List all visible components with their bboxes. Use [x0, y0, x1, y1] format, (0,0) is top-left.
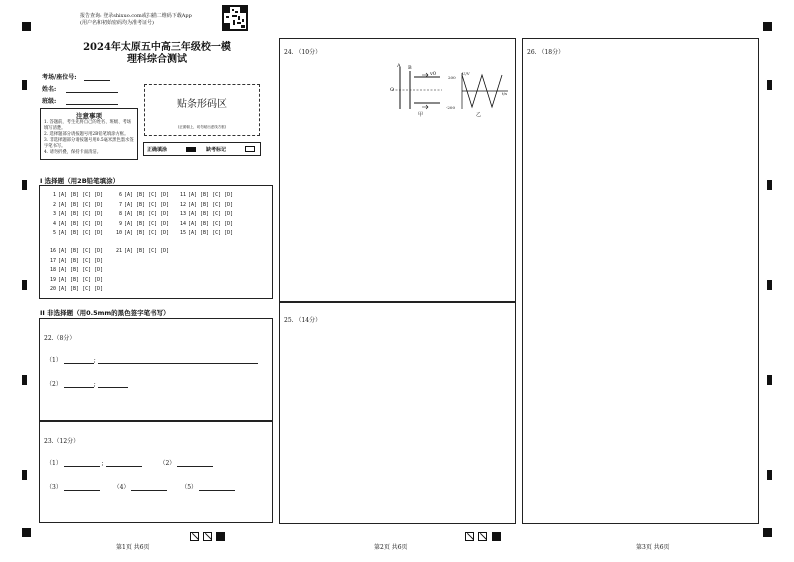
q23-part2-label: （2）	[159, 460, 176, 467]
timing-mark	[22, 180, 27, 190]
exam-title: 2024年太原五中高三年级校一模	[83, 42, 231, 53]
q23-answer3[interactable]	[64, 483, 100, 491]
answer-options[interactable]: [A] [B] [C] [D]	[58, 192, 104, 198]
q22-answer2b[interactable]	[98, 380, 128, 388]
timing-mark	[767, 180, 772, 190]
label-o: O	[390, 87, 395, 93]
section1-title: I 选择题（用2B铅笔填涂）	[40, 177, 120, 185]
answer-options[interactable]: [A] [B] [C] [D]	[124, 211, 170, 217]
label-a: A	[397, 63, 401, 69]
question-number: 21	[115, 248, 122, 254]
q22-label: 22.（8分）	[44, 335, 76, 342]
answer-options[interactable]: [A] [B] [C] [D]	[58, 257, 104, 264]
question-number: 11	[179, 192, 186, 198]
question-number: 16	[49, 248, 56, 254]
question-number: 3	[52, 211, 56, 217]
answer-options[interactable]: [A] [B] [C] [D]	[124, 201, 170, 208]
question-number: 1	[52, 192, 56, 198]
timing-mark	[763, 22, 772, 31]
page-marker	[478, 532, 487, 541]
answer-options[interactable]: [A] [B] [C] [D]	[188, 220, 234, 227]
question-number: 14	[179, 220, 186, 227]
q22-part2-label: （2）	[46, 381, 62, 388]
answer-options[interactable]: [A] [B] [C] [D]	[58, 201, 104, 208]
class-input[interactable]	[66, 97, 118, 105]
barcode-area	[144, 84, 260, 136]
choice-row[interactable]	[176, 221, 233, 227]
choice-row[interactable]	[46, 277, 103, 283]
timing-mark	[22, 470, 27, 480]
footer-page2: 第2页 共6页	[374, 544, 408, 551]
choice-row[interactable]	[176, 202, 233, 208]
answer-options[interactable]: [A] [B] [C] [D]	[58, 230, 104, 236]
q26-box[interactable]	[522, 38, 759, 524]
axis-t-label: t/s	[502, 91, 508, 96]
absent-label: 缺考标记	[206, 147, 227, 153]
question-number: 18	[49, 267, 56, 273]
q23-answer5[interactable]	[199, 483, 235, 491]
notes-item-4: 4. 请勿折叠，保持卡面清洁。	[44, 150, 102, 155]
fig-jia-label: 甲	[418, 112, 424, 118]
answer-options[interactable]: [A] [B] [C] [D]	[58, 267, 104, 273]
question-number: 17	[49, 257, 56, 264]
q22-answer1b[interactable]	[98, 356, 258, 364]
room-seat-label: 考场/座位号:	[42, 74, 77, 81]
choice-row[interactable]	[176, 192, 233, 198]
footer-page1: 第1页 共6页	[116, 544, 150, 551]
timing-mark	[767, 80, 772, 90]
name-input[interactable]	[66, 85, 118, 93]
name-field[interactable]	[42, 84, 118, 93]
question-number: 19	[49, 276, 56, 283]
answer-options[interactable]: [A] [B] [C] [D]	[124, 192, 170, 198]
q23-part5-label: （5）	[181, 484, 198, 491]
timing-mark	[767, 280, 772, 290]
timing-mark	[22, 528, 31, 537]
choice-row[interactable]	[112, 211, 169, 217]
q23-row2	[46, 482, 235, 491]
barcode-title: 贴条形码区	[177, 99, 227, 110]
q22-answer2a[interactable]	[64, 380, 94, 388]
timing-mark	[767, 375, 772, 385]
answer-options[interactable]: [A] [B] [C] [D]	[124, 248, 170, 254]
section2-title: II 非选择题（用0.5mm的黑色签字笔书写）	[40, 309, 170, 317]
choice-row[interactable]	[112, 230, 169, 236]
fill-example	[143, 142, 261, 156]
choice-grid	[39, 185, 273, 299]
notes-item-2: 2. 选择题部分请按题号用2B铅笔填涂方框。	[44, 132, 129, 137]
page-marker	[203, 532, 212, 541]
question-number: 8	[118, 211, 122, 217]
q23-label: 23.（12分）	[44, 438, 80, 445]
page-marker	[216, 532, 225, 541]
question-number: 2	[52, 201, 56, 208]
page-marker	[190, 532, 199, 541]
choice-row[interactable]	[112, 221, 169, 227]
value-neg-200: -200	[446, 105, 455, 110]
page-marker	[492, 532, 501, 541]
question-number: 15	[179, 230, 186, 236]
label-v0: v0	[430, 71, 437, 77]
notes-box	[40, 108, 138, 160]
answer-options[interactable]: [A] [B] [C] [D]	[124, 220, 170, 227]
q23-part3-label: （3）	[46, 484, 62, 491]
q22-part1-label: （1）	[46, 357, 62, 364]
notice-line2: (用户名和初始密码均为准考证号)	[80, 20, 154, 26]
choice-row[interactable]	[46, 230, 103, 236]
answer-options[interactable]: [A] [B] [C] [D]	[188, 230, 234, 236]
room-seat-field[interactable]	[42, 72, 110, 81]
timing-mark	[22, 375, 27, 385]
choice-row[interactable]	[46, 202, 103, 208]
class-label: 班级:	[42, 98, 57, 105]
answer-options[interactable]: [A] [B] [C] [D]	[58, 220, 104, 227]
room-seat-input[interactable]	[84, 73, 110, 81]
answer-options[interactable]: [A] [B] [C] [D]	[58, 211, 104, 217]
choice-row[interactable]	[46, 211, 103, 217]
q23-box	[39, 421, 273, 523]
question-number: 13	[179, 211, 186, 217]
choice-row[interactable]	[46, 267, 103, 273]
question-number: 12	[179, 201, 186, 208]
question-number: 10	[115, 230, 122, 236]
timing-mark	[22, 80, 27, 90]
correct-fill-label: 正确填涂	[147, 147, 168, 153]
timing-mark	[22, 22, 31, 31]
barcode-note: (正面朝上，切勿贴出虚线方框)	[177, 125, 227, 129]
name-label: 姓名:	[42, 86, 57, 93]
q23-answer2[interactable]	[177, 459, 213, 467]
question-number: 20	[49, 286, 56, 292]
notice-line1: 报告查询: 登录shixuo.com或扫描二维码下载App	[80, 13, 192, 19]
correct-fill-sample	[186, 147, 196, 152]
question-number: 6	[118, 192, 122, 198]
choice-row[interactable]	[46, 221, 103, 227]
question-number: 5	[52, 230, 56, 236]
choice-row[interactable]	[176, 230, 233, 236]
answer-options[interactable]: [A] [B] [C] [D]	[58, 286, 104, 292]
choice-row[interactable]	[46, 286, 103, 292]
notes-item-1: 1. 答题前，考生先将自己的姓名、班级、考场填写清楚。	[44, 120, 132, 131]
value-200: 200	[448, 75, 456, 80]
choice-row[interactable]	[176, 211, 233, 217]
choice-row[interactable]	[46, 248, 103, 254]
absent-checkbox[interactable]	[245, 146, 255, 152]
choice-row[interactable]	[112, 192, 169, 198]
choice-row[interactable]	[46, 192, 103, 198]
timing-mark	[767, 470, 772, 480]
q24-label: 24. （10分）	[284, 49, 322, 56]
question-number: 7	[118, 201, 122, 208]
q26-label: 26. （18分）	[527, 49, 565, 56]
q22-part2: （2） ;	[46, 379, 128, 388]
answer-options[interactable]: [A] [B] [C] [D]	[124, 230, 170, 236]
page-marker	[465, 532, 474, 541]
answer-options[interactable]: [A] [B] [C] [D]	[58, 248, 104, 254]
qr-code	[222, 5, 248, 31]
question-number: 4	[52, 220, 56, 227]
notes-title: 注意事项	[76, 112, 102, 120]
subject-title: 理科综合测试	[127, 54, 187, 65]
q25-box[interactable]	[279, 302, 516, 524]
q25-label: 25. （14分）	[284, 317, 322, 324]
q22-box	[39, 318, 273, 421]
footer-page3: 第3页 共6页	[636, 544, 670, 551]
answer-options[interactable]: [A] [B] [C] [D]	[58, 276, 104, 283]
q23-answer4[interactable]	[131, 483, 167, 491]
question-number: 9	[118, 220, 122, 227]
q23-answer1a[interactable]	[64, 459, 100, 467]
timing-mark	[22, 280, 27, 290]
choice-row[interactable]	[46, 258, 103, 264]
answer-options[interactable]: [A] [B] [C] [D]	[188, 192, 234, 198]
answer-options[interactable]: [A] [B] [C] [D]	[188, 211, 234, 217]
q23-answer1b[interactable]	[106, 459, 142, 467]
q24-figure-jia	[392, 63, 452, 115]
axis-u-label: U/V	[462, 71, 470, 76]
q23-part4-label: （4）	[113, 484, 130, 491]
answer-options[interactable]: [A] [B] [C] [D]	[188, 201, 234, 208]
class-field[interactable]	[42, 96, 118, 105]
choice-row[interactable]	[112, 248, 169, 254]
choice-row[interactable]	[112, 202, 169, 208]
q24-box[interactable]	[279, 38, 516, 302]
q23-part1-label: （1）	[46, 460, 62, 467]
label-b: B	[408, 65, 412, 71]
fig-yi-label: 乙	[476, 112, 482, 118]
timing-mark	[763, 528, 772, 537]
q22-answer1a[interactable]	[64, 356, 94, 364]
q22-part1: （1） ;	[46, 355, 258, 364]
q23-row1: （1） ; （2）	[46, 458, 213, 467]
notes-item-3: 3. 非选择题部分请按题号用0.5毫米黑色墨水签字笔书写。	[44, 138, 134, 149]
